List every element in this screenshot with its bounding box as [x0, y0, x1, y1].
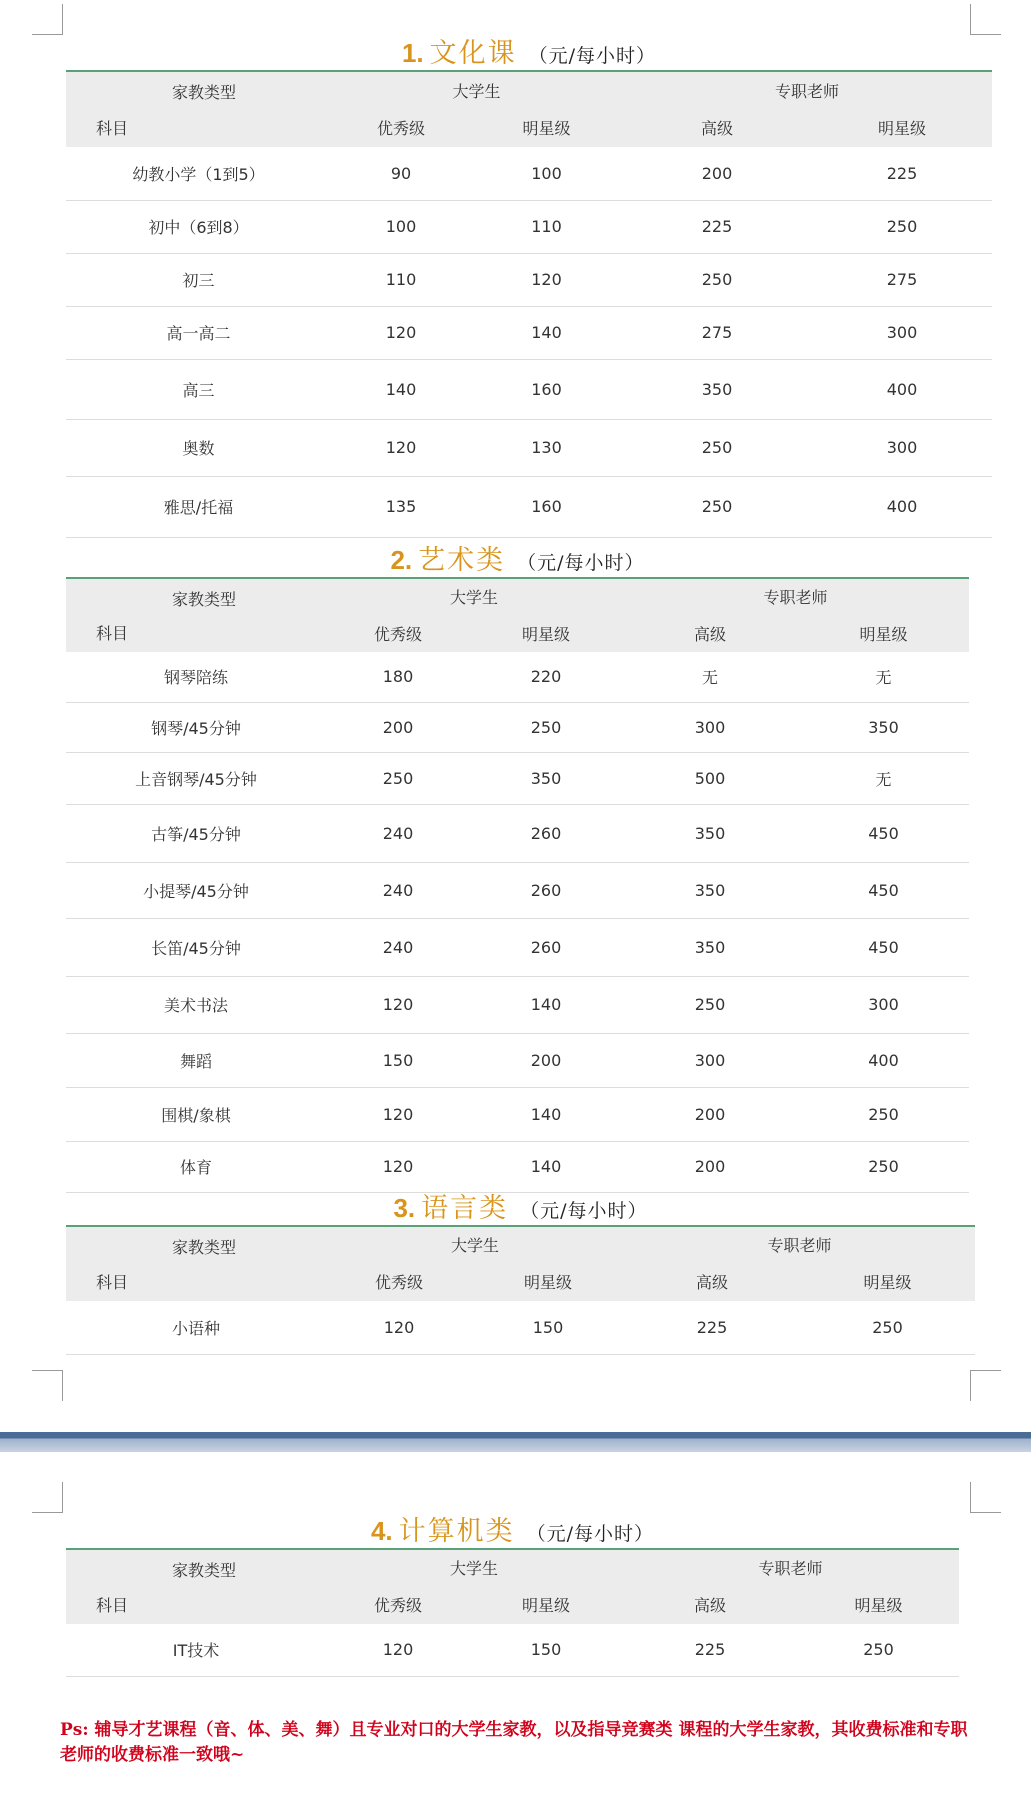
student-excellent-price: 120	[326, 1087, 470, 1141]
table-row	[66, 702, 969, 752]
teacher-star-price: 275	[812, 253, 992, 306]
teacher-senior-price: 300	[622, 702, 798, 752]
header-teacher: 专职老师	[763, 588, 828, 607]
student-excellent-price: 180	[326, 652, 470, 702]
section-name: 文化课	[429, 38, 517, 69]
student-star-price: 350	[470, 752, 622, 804]
header-student-excellent: 优秀级	[373, 1596, 422, 1615]
header-corner	[66, 1227, 326, 1301]
price-table	[66, 1548, 959, 1677]
header-teacher-senior: 高级	[700, 119, 733, 138]
price-table	[66, 70, 992, 538]
header-student-star: 明星级	[522, 119, 571, 138]
student-star-price: 140	[470, 976, 622, 1033]
student-excellent-price: 240	[326, 804, 470, 862]
header-subject-label: 科目	[96, 1273, 129, 1292]
teacher-senior-price: 500	[622, 752, 798, 804]
subject-cell: 高三	[66, 359, 331, 419]
table-row	[66, 476, 992, 537]
page-corner-mark	[32, 4, 63, 35]
student-excellent-price: 240	[326, 862, 470, 918]
header-student-excellent: 优秀级	[376, 119, 425, 138]
teacher-senior-price: 225	[622, 1624, 798, 1676]
teacher-senior-price: 250	[622, 419, 812, 476]
teacher-senior-price: 350	[622, 862, 798, 918]
student-star-price: 260	[470, 804, 622, 862]
teacher-star-price: 无	[798, 752, 969, 804]
teacher-senior-price: 300	[622, 1033, 798, 1087]
header-teacher-star: 明星级	[854, 1596, 903, 1615]
page-separator	[0, 1432, 1031, 1452]
table-row	[66, 1033, 969, 1087]
student-star-price: 150	[472, 1301, 624, 1354]
header-subject-label: 科目	[96, 119, 129, 138]
student-excellent-price: 120	[326, 1141, 470, 1192]
table-row	[66, 359, 992, 419]
student-excellent-price: 140	[331, 359, 471, 419]
student-excellent-price: 110	[331, 253, 471, 306]
student-star-price: 220	[470, 652, 622, 702]
price-table	[66, 577, 969, 1193]
teacher-star-price: 300	[812, 419, 992, 476]
student-excellent-price: 240	[326, 918, 470, 976]
section-title	[66, 1514, 959, 1548]
header-student: 大学生	[452, 81, 501, 101]
teacher-senior-price: 无	[622, 652, 798, 702]
subject-cell: 古筝/45分钟	[66, 804, 326, 862]
teacher-star-price: 300	[812, 306, 992, 359]
header-student: 大学生	[450, 1236, 499, 1255]
page-corner-mark	[970, 1370, 1001, 1401]
student-star-price: 120	[471, 253, 622, 306]
student-excellent-price: 250	[326, 752, 470, 804]
student-excellent-price: 200	[326, 702, 470, 752]
teacher-star-price: 250	[798, 1624, 959, 1676]
teacher-star-price: 250	[800, 1301, 975, 1354]
teacher-senior-price: 200	[622, 147, 812, 200]
table-row	[66, 253, 992, 306]
teacher-star-price: 350	[798, 702, 969, 752]
student-excellent-price: 120	[326, 976, 470, 1033]
fee-note: Ps: 辅导才艺课程（音、体、美、舞）且专业对口的大学生家教，以及指导竞赛类 课程的大学生家教，其收费标准和专职老师的收费标准一致哦~	[60, 1720, 968, 1765]
teacher-senior-price: 250	[622, 976, 798, 1033]
teacher-senior-price: 350	[622, 804, 798, 862]
teacher-star-price: 250	[798, 1141, 969, 1192]
table-row	[66, 1141, 969, 1192]
header-teacher-senior: 高级	[693, 1596, 726, 1615]
table-row	[66, 419, 992, 476]
header-student-star: 明星级	[521, 624, 570, 644]
header-teacher-senior: 高级	[693, 624, 726, 644]
subject-cell: 舞蹈	[66, 1033, 326, 1087]
teacher-star-price: 400	[812, 359, 992, 419]
teacher-star-price: 450	[798, 918, 969, 976]
student-star-price: 140	[470, 1141, 622, 1192]
document-page-2	[0, 1452, 1031, 1796]
section-name: 语言类	[421, 1193, 509, 1224]
teacher-star-price: 无	[798, 652, 969, 702]
student-star-price: 160	[471, 476, 622, 537]
section-title	[66, 543, 969, 577]
section-languages	[66, 1191, 975, 1355]
student-excellent-price: 120	[331, 306, 471, 359]
header-row	[66, 1550, 959, 1585]
header-student-excellent: 优秀级	[374, 1273, 423, 1292]
header-student: 大学生	[449, 588, 498, 607]
teacher-star-price: 400	[812, 476, 992, 537]
student-excellent-price: 150	[326, 1033, 470, 1087]
header-teacher-star: 明星级	[859, 624, 908, 644]
student-star-price: 160	[471, 359, 622, 419]
section-number: 4.	[370, 1516, 393, 1546]
teacher-senior-price: 250	[622, 476, 812, 537]
table-row	[66, 1301, 975, 1354]
section-computer	[66, 1514, 959, 1677]
table-row	[66, 918, 969, 976]
student-excellent-price: 120	[326, 1624, 470, 1676]
page-corner-mark	[970, 4, 1001, 35]
subject-cell: 雅思/托福	[66, 476, 331, 537]
teacher-senior-price: 225	[624, 1301, 800, 1354]
header-teacher-star: 明星级	[863, 1273, 912, 1292]
page-corner-mark	[970, 1482, 1001, 1513]
table-row	[66, 1087, 969, 1141]
header-teacher-senior: 高级	[695, 1273, 728, 1292]
table-row	[66, 752, 969, 804]
teacher-star-price: 250	[812, 200, 992, 253]
subject-cell: 体育	[66, 1141, 326, 1192]
teacher-senior-price: 225	[622, 200, 812, 253]
header-teacher: 专职老师	[774, 81, 839, 101]
header-corner	[66, 72, 331, 147]
price-table	[66, 1225, 975, 1355]
subject-cell: 长笛/45分钟	[66, 918, 326, 976]
header-subject-label: 科目	[96, 1596, 129, 1615]
teacher-senior-price: 350	[622, 359, 812, 419]
teacher-senior-price: 200	[622, 1087, 798, 1141]
student-star-price: 100	[471, 147, 622, 200]
table-row	[66, 200, 992, 253]
section-unit: （元/每小时）	[528, 45, 657, 67]
section-title	[66, 36, 992, 70]
teacher-star-price: 300	[798, 976, 969, 1033]
subject-cell: 小语种	[66, 1301, 326, 1354]
section-arts	[66, 543, 969, 1193]
student-star-price: 140	[471, 306, 622, 359]
student-excellent-price: 120	[331, 419, 471, 476]
header-row	[66, 1227, 975, 1262]
subject-cell: 美术书法	[66, 976, 326, 1033]
subject-cell: 小提琴/45分钟	[66, 862, 326, 918]
student-excellent-price: 120	[326, 1301, 472, 1354]
table-row	[66, 306, 992, 359]
subject-cell: 上音钢琴/45分钟	[66, 752, 326, 804]
section-number: 2.	[390, 545, 413, 575]
header-type-label: 家教类型	[172, 590, 237, 609]
table-row	[66, 1624, 959, 1676]
header-row	[66, 579, 969, 614]
subject-cell: IT技术	[66, 1624, 326, 1676]
page-corner-mark	[32, 1370, 63, 1401]
header-student-star: 明星级	[523, 1273, 572, 1292]
teacher-senior-price: 275	[622, 306, 812, 359]
section-name: 计算机类	[398, 1516, 515, 1547]
student-star-price: 150	[470, 1624, 622, 1676]
header-corner	[66, 1550, 326, 1624]
section-culture-courses	[66, 36, 992, 538]
student-star-price: 110	[471, 200, 622, 253]
student-star-price: 260	[470, 862, 622, 918]
header-subject-label: 科目	[96, 624, 129, 643]
student-excellent-price: 135	[331, 476, 471, 537]
teacher-star-price: 400	[798, 1033, 969, 1087]
table-row	[66, 147, 992, 200]
header-type-label: 家教类型	[172, 1238, 237, 1257]
page-corner-mark	[32, 1482, 63, 1513]
teacher-senior-price: 350	[622, 918, 798, 976]
table-row	[66, 804, 969, 862]
section-number: 3.	[393, 1193, 416, 1223]
section-title	[66, 1191, 975, 1225]
header-type-label: 家教类型	[172, 83, 237, 102]
header-student: 大学生	[449, 1559, 498, 1578]
section-name: 艺术类	[418, 545, 506, 576]
student-star-price: 140	[470, 1087, 622, 1141]
teacher-star-price: 450	[798, 804, 969, 862]
subject-cell: 高一高二	[66, 306, 331, 359]
header-student-excellent: 优秀级	[373, 624, 422, 644]
student-excellent-price: 100	[331, 200, 471, 253]
subject-cell: 围棋/象棋	[66, 1087, 326, 1141]
header-teacher: 专职老师	[758, 1559, 823, 1578]
section-unit: （元/每小时）	[520, 1200, 648, 1222]
table-row	[66, 976, 969, 1033]
section-unit: （元/每小时）	[517, 552, 645, 574]
student-star-price: 260	[470, 918, 622, 976]
teacher-star-price: 225	[812, 147, 992, 200]
subject-cell: 初中（6到8）	[66, 200, 331, 253]
teacher-senior-price: 250	[622, 253, 812, 306]
header-teacher-star: 明星级	[877, 119, 926, 138]
subject-cell: 奥数	[66, 419, 331, 476]
header-teacher: 专职老师	[767, 1236, 832, 1255]
header-row	[66, 72, 992, 108]
section-number: 1.	[401, 38, 424, 68]
teacher-star-price: 250	[798, 1087, 969, 1141]
table-row	[66, 862, 969, 918]
subject-cell: 钢琴/45分钟	[66, 702, 326, 752]
teacher-senior-price: 200	[622, 1141, 798, 1192]
student-star-price: 250	[470, 702, 622, 752]
subject-cell: 幼教小学（1到5）	[66, 147, 331, 200]
header-student-star: 明星级	[521, 1596, 570, 1615]
subject-cell: 钢琴陪练	[66, 652, 326, 702]
student-excellent-price: 90	[331, 147, 471, 200]
table-row	[66, 652, 969, 702]
header-type-label: 家教类型	[172, 1561, 237, 1580]
section-unit: （元/每小时）	[526, 1523, 655, 1545]
header-corner	[66, 579, 326, 652]
teacher-star-price: 450	[798, 862, 969, 918]
subject-cell: 初三	[66, 253, 331, 306]
student-star-price: 200	[470, 1033, 622, 1087]
student-star-price: 130	[471, 419, 622, 476]
